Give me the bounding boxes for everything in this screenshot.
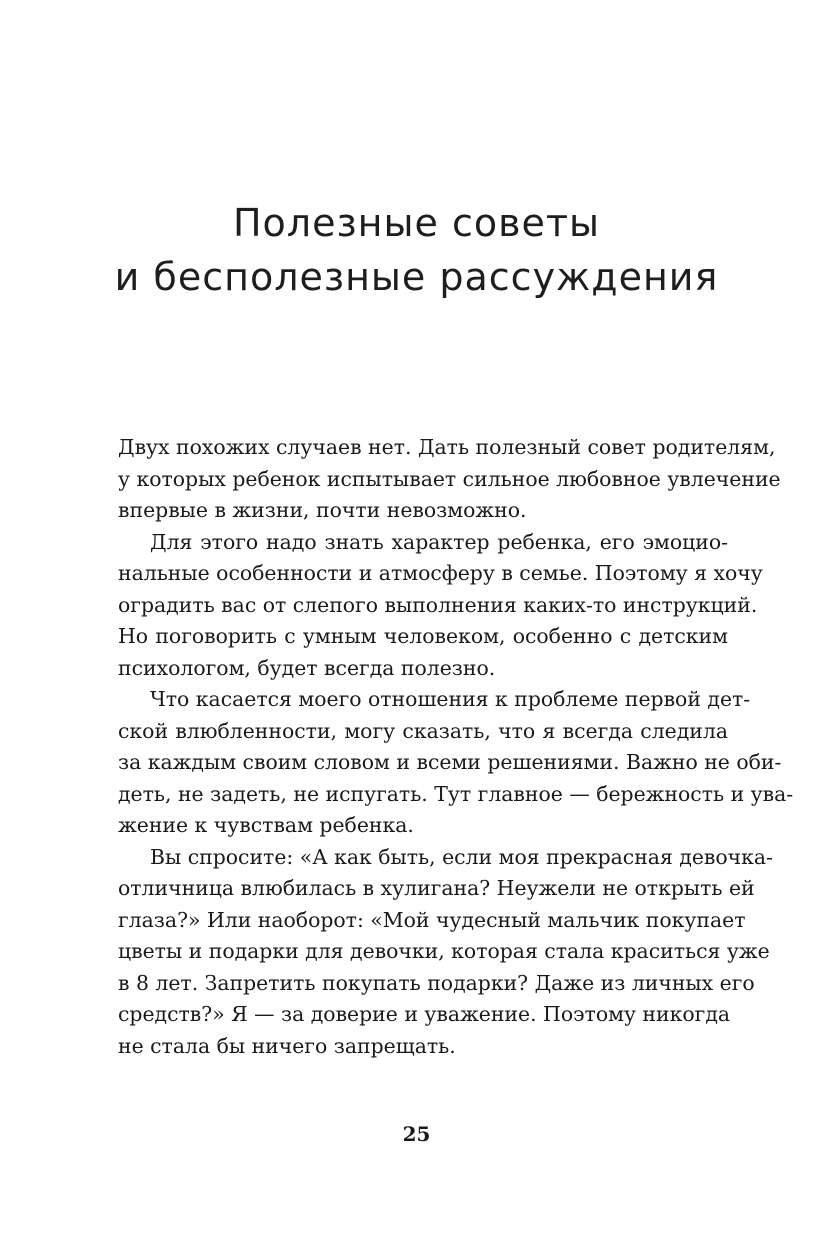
text-line: глаза?» Или наоборот: «Мой чудесный мальчик покупает — [118, 907, 746, 932]
chapter-title-line-2: и бесполезные рассуждения — [114, 255, 719, 299]
chapter-title — [0, 196, 833, 304]
text-line: оградить вас от слепого выполнения каких-то инструкций. — [118, 592, 758, 617]
text-line: за каждым своим словом и всеми решениями. Важно не оби- — [118, 750, 782, 774]
text-line: не стала бы ничего запрещать. — [118, 1033, 456, 1058]
text-line: у которых ребенок испытывает сильное любовное увлечение — [118, 466, 781, 491]
text-line: нальные особенности и атмосферу в семье. Поэтому я хочу — [118, 561, 763, 585]
text-line: деть, не задеть, не испугать. Тут главное — бережность и ува- — [118, 781, 794, 806]
text-line: Вы спросите: «А как быть, если моя прекрасная девочка- — [150, 844, 773, 869]
text-line: психологом, будет всегда полезно. — [118, 655, 496, 680]
text-line: впервые в жизни, почти невозможно. — [118, 498, 527, 522]
text-line: Двух похожих случаев нет. Дать полезный совет родителям, — [118, 435, 776, 459]
text-line: жение к чувствам ребенка. — [118, 813, 414, 837]
page-number: 25 — [402, 1122, 431, 1146]
paragraph-1 — [118, 432, 781, 527]
text-line: отличница влюбилась в хулигана? Неужели не открыть ей — [118, 876, 755, 900]
text-line: Но поговорить с умным человеком, особенно с детским — [118, 624, 728, 648]
text-line: средств?» Я — за доверие и уважение. Поэтому никогда — [118, 1002, 731, 1026]
text-line: Для этого надо знать характер ребенка, его эмоцио- — [150, 529, 728, 554]
paragraph-4 — [118, 842, 773, 1063]
chapter-title-line-1: Полезные советы — [232, 201, 601, 245]
text-line: цветы и подарки для девочки, которая стала краситься уже — [118, 939, 770, 963]
body-text — [118, 432, 794, 1062]
text-line: ской влюбленности, могу сказать, что я всегда следила — [118, 718, 728, 743]
paragraph-2 — [118, 527, 763, 685]
text-line: в 8 лет. Запретить покупать подарки? Даже из личных его — [118, 970, 755, 995]
text-line: Что касается моего отношения к проблеме первой дет- — [150, 687, 751, 711]
paragraph-3 — [118, 684, 794, 842]
